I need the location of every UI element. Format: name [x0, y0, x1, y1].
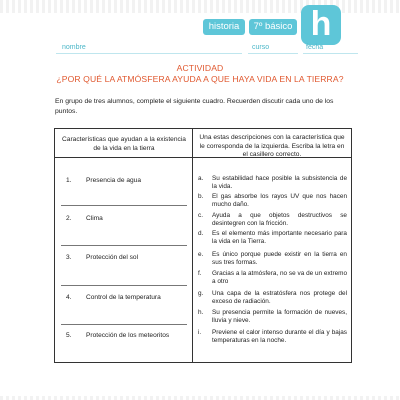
date-field-line — [303, 53, 358, 54]
instructions-text: En grupo de tres alumnos, complete el siguiente cuadro. Recuerden discutir cada uno de los puntos. — [55, 98, 334, 115]
description-item — [194, 290, 351, 306]
characteristic-label: Protección del sol — [86, 254, 139, 261]
name-field-label: nombre — [62, 44, 86, 51]
characteristic-label: Protección de los meteoritos — [86, 332, 170, 339]
description-letter: b. — [198, 193, 204, 200]
description-letter: h. — [198, 309, 204, 316]
name-field-line — [56, 53, 242, 54]
subject-tag: historia — [203, 19, 245, 35]
characteristic-item — [55, 294, 192, 301]
bottom-stripe-decoration — [0, 396, 400, 400]
description-text: Su estabilidad hace posible la subsistencia de la vida. — [212, 175, 347, 191]
description-letter: g. — [198, 290, 204, 297]
table-column-divider — [192, 129, 193, 362]
characteristic-label: Control de la temperatura — [86, 294, 161, 301]
table-header-right: Una estas descripciones con la característica que le corresponda de la izquierda. Escriba la letra en el casillero correcto. — [199, 134, 345, 158]
characteristic-number: 2. — [66, 215, 72, 222]
description-text: Ayuda a que objetos destructivos se desintegren con la fricción. — [212, 212, 347, 228]
description-item — [194, 175, 351, 191]
activity-table — [54, 128, 352, 363]
answer-line — [61, 285, 187, 286]
characteristic-number: 4. — [66, 294, 72, 301]
description-item — [194, 309, 351, 325]
course-field-line — [248, 53, 298, 54]
description-letter: d. — [198, 230, 204, 237]
characteristic-number: 1. — [66, 177, 72, 184]
description-text: Previene el calor intenso durante el día y bajas temperaturas en la noche. — [212, 329, 347, 345]
description-letter: i. — [198, 329, 202, 336]
description-item — [194, 270, 351, 286]
answer-line — [61, 245, 187, 246]
characteristic-label: Presencia de agua — [86, 177, 141, 184]
logo-icon: h — [301, 5, 341, 45]
description-item — [194, 212, 351, 228]
description-text: Su presencia permite la formación de nueves, lluvia y nieve. — [212, 309, 347, 325]
answer-line — [61, 205, 187, 206]
description-letter: a. — [198, 175, 204, 182]
description-text: Una capa de la estratósfera nos protege del exceso de radiación. — [212, 290, 347, 306]
description-item — [194, 193, 351, 209]
characteristic-number: 5. — [66, 332, 72, 339]
description-item — [194, 329, 351, 345]
characteristic-item — [55, 215, 192, 222]
answer-line — [61, 324, 187, 325]
characteristic-item — [55, 254, 192, 261]
description-letter: c. — [198, 212, 203, 219]
grade-tag: 7º básico — [249, 19, 297, 35]
activity-question: ¿POR QUÉ LA ATMÓSFERA AYUDA A QUE HAYA VIDA EN LA TIERRA? — [56, 74, 344, 84]
table-header-left: Características que ayudan a la existencia de la vida en la tierra — [62, 136, 186, 152]
description-text: Gracias a la atmósfera, no se va de un extremo a otro — [212, 270, 347, 286]
description-item — [194, 251, 351, 267]
activity-title: ACTIVIDAD — [176, 63, 224, 73]
description-item — [194, 230, 351, 246]
characteristic-item — [55, 177, 192, 184]
course-field-label: curso — [252, 44, 270, 51]
description-letter: f. — [198, 270, 202, 277]
characteristic-number: 3. — [66, 254, 72, 261]
characteristic-label: Clima — [86, 215, 103, 222]
description-text: El gas absorbe los rayos UV que nos hacen mucho daño. — [212, 193, 347, 209]
description-letter: e. — [198, 251, 204, 258]
date-field-label: fecha — [306, 44, 324, 51]
characteristic-item — [55, 332, 192, 339]
description-text: Es el elemento más importante necesario para la vida en la Tierra. — [212, 230, 347, 246]
description-text: Es único porque puede existir en la tierra en sus tres formas. — [212, 251, 347, 267]
